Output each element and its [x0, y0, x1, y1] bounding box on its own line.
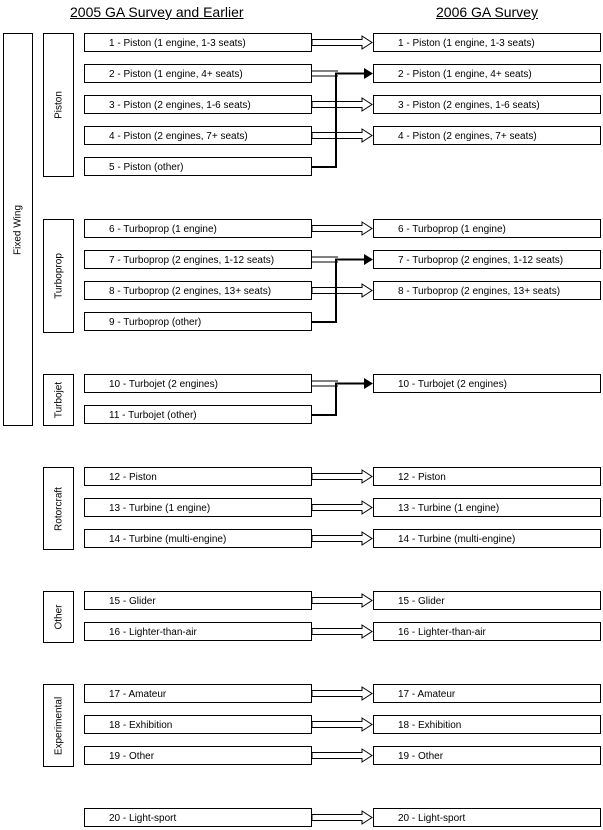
arrow-head: [364, 68, 373, 79]
new-category-box: 4 - Piston (2 engines, 7+ seats): [373, 126, 601, 145]
group-label-turbojet: Turbojet: [53, 381, 64, 419]
new-category-box: 15 - Glider: [373, 591, 601, 610]
new-category-box: 17 - Amateur: [373, 684, 601, 703]
old-category-box: 9 - Turboprop (other): [84, 312, 312, 331]
new-category-box: 18 - Exhibition: [373, 715, 601, 734]
right-column-header: 2006 GA Survey: [436, 4, 538, 20]
old-category-box: 16 - Lighter-than-air: [84, 622, 312, 641]
old-category-box: 7 - Turboprop (2 engines, 1-12 seats): [84, 250, 312, 269]
double-line-arrow: [312, 71, 338, 76]
double-line-arrow: [312, 257, 338, 262]
old-category-box: 12 - Piston: [84, 467, 312, 486]
arrow-head: [364, 254, 373, 265]
block-arrow: [312, 284, 372, 297]
old-category-box: 10 - Turbojet (2 engines): [84, 374, 312, 393]
group-label-rotorcraft: Rotorcraft: [53, 486, 64, 531]
old-category-box: 6 - Turboprop (1 engine): [84, 219, 312, 238]
block-arrow: [312, 36, 372, 49]
new-category-box: 14 - Turbine (multi-engine): [373, 529, 601, 548]
block-arrow: [312, 501, 372, 514]
block-arrow: [312, 749, 372, 762]
old-category-box: 13 - Turbine (1 engine): [84, 498, 312, 517]
block-arrow: [312, 718, 372, 731]
old-category-box: 20 - Light-sport: [84, 808, 312, 827]
new-category-box: 16 - Lighter-than-air: [373, 622, 601, 641]
block-arrow: [312, 222, 372, 235]
new-category-box: 6 - Turboprop (1 engine): [373, 219, 601, 238]
new-category-box: 20 - Light-sport: [373, 808, 601, 827]
block-arrow: [312, 98, 372, 111]
old-category-box: 11 - Turbojet (other): [84, 405, 312, 424]
group-label-piston: Piston: [53, 91, 64, 119]
old-category-box: 5 - Piston (other): [84, 157, 312, 176]
new-category-box: 1 - Piston (1 engine, 1-3 seats): [373, 33, 601, 52]
block-arrow: [312, 687, 372, 700]
group-label-other: Other: [53, 604, 64, 630]
old-category-box: 2 - Piston (1 engine, 4+ seats): [84, 64, 312, 83]
double-line-arrow: [312, 381, 338, 386]
old-category-box: 8 - Turboprop (2 engines, 13+ seats): [84, 281, 312, 300]
merge-connector: [312, 74, 366, 168]
block-arrow: [312, 532, 372, 545]
block-arrow: [312, 129, 372, 142]
block-arrow: [312, 470, 372, 483]
block-arrow: [312, 625, 372, 638]
new-category-box: 19 - Other: [373, 746, 601, 765]
new-category-box: 2 - Piston (1 engine, 4+ seats): [373, 64, 601, 83]
group-label-fixed-wing: Fixed Wing: [12, 204, 24, 255]
old-category-box: 3 - Piston (2 engines, 1-6 seats): [84, 95, 312, 114]
group-label-experimental: Experimental: [53, 696, 64, 755]
new-category-box: 12 - Piston: [373, 467, 601, 486]
old-category-box: 19 - Other: [84, 746, 312, 765]
group-label-turboprop: Turboprop: [53, 253, 64, 299]
block-arrow: [312, 594, 372, 607]
new-category-box: 3 - Piston (2 engines, 1-6 seats): [373, 95, 601, 114]
new-category-box: 7 - Turboprop (2 engines, 1-12 seats): [373, 250, 601, 269]
old-category-box: 4 - Piston (2 engines, 7+ seats): [84, 126, 312, 145]
left-column-header: 2005 GA Survey and Earlier: [70, 4, 244, 20]
old-category-box: 18 - Exhibition: [84, 715, 312, 734]
merge-connector: [312, 384, 366, 416]
arrow-head: [364, 378, 373, 389]
block-arrow: [312, 811, 372, 824]
old-category-box: 14 - Turbine (multi-engine): [84, 529, 312, 548]
old-category-box: 17 - Amateur: [84, 684, 312, 703]
old-category-box: 15 - Glider: [84, 591, 312, 610]
new-category-box: 8 - Turboprop (2 engines, 13+ seats): [373, 281, 601, 300]
new-category-box: 10 - Turbojet (2 engines): [373, 374, 601, 393]
old-category-box: 1 - Piston (1 engine, 1-3 seats): [84, 33, 312, 52]
new-category-box: 13 - Turbine (1 engine): [373, 498, 601, 517]
